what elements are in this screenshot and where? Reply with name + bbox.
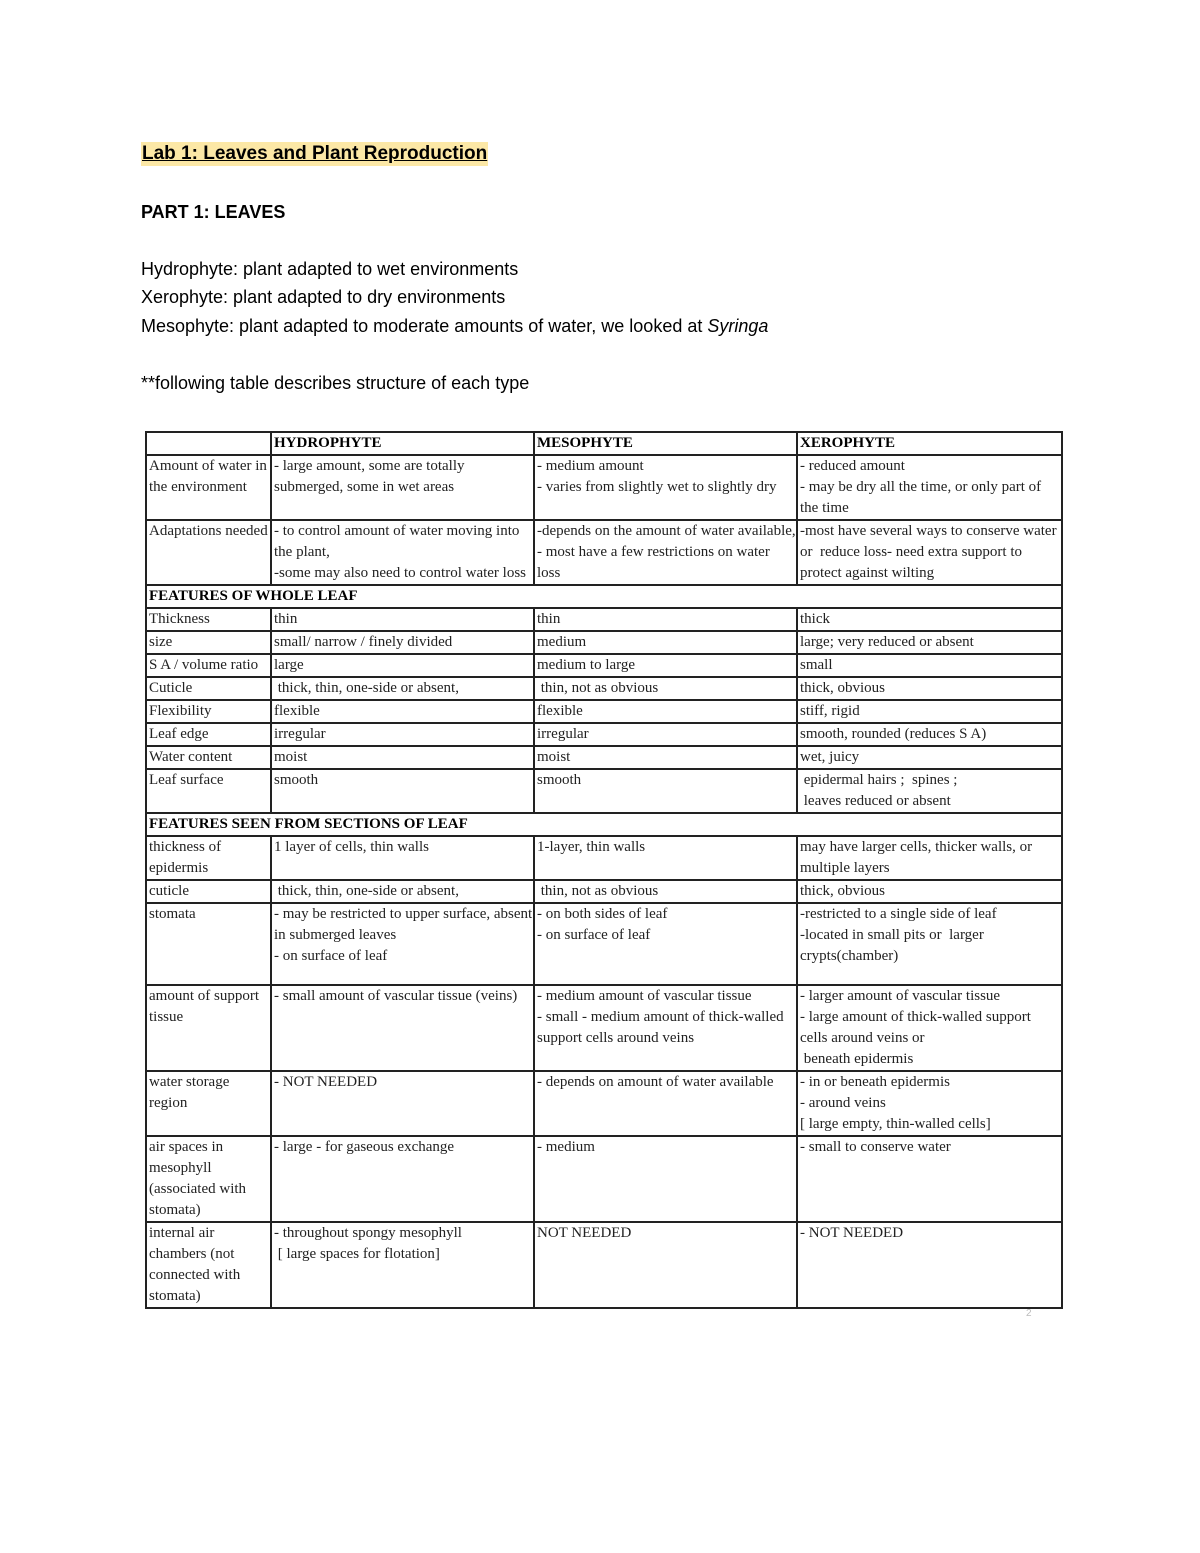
page-number: 2 bbox=[1026, 1308, 1032, 1319]
row-label: Water content bbox=[146, 746, 271, 769]
table-cell: - to control amount of water moving into the plant, -some may also need to control water loss bbox=[271, 520, 534, 585]
table-cell: 1 layer of cells, thin walls bbox=[271, 836, 534, 880]
column-header-hydrophyte: HYDROPHYTE bbox=[271, 432, 534, 455]
table-cell: - medium bbox=[534, 1136, 797, 1222]
row-label: cuticle bbox=[146, 880, 271, 903]
table-row bbox=[146, 520, 1062, 585]
table-cell: smooth, rounded (reduces S A) bbox=[797, 723, 1062, 746]
table-cell: irregular bbox=[271, 723, 534, 746]
row-label: Flexibility bbox=[146, 700, 271, 723]
part-heading: PART 1: LEAVES bbox=[141, 202, 286, 222]
row-label: size bbox=[146, 631, 271, 654]
table-cell: - medium amount - varies from slightly wet to slightly dry bbox=[534, 455, 797, 520]
section-heading: FEATURES SEEN FROM SECTIONS OF LEAF bbox=[146, 813, 1062, 836]
table-row bbox=[146, 836, 1062, 880]
table-row bbox=[146, 880, 1062, 903]
row-label: thickness of epidermis bbox=[146, 836, 271, 880]
table-cell: - on both sides of leaf - on surface of leaf bbox=[534, 903, 797, 985]
table-cell: -restricted to a single side of leaf -located in small pits or larger crypts(chamber) bbox=[797, 903, 1062, 985]
table-cell: smooth bbox=[271, 769, 534, 813]
row-label: Thickness bbox=[146, 608, 271, 631]
table-cell: thick, thin, one-side or absent, bbox=[271, 880, 534, 903]
table-cell: smooth bbox=[534, 769, 797, 813]
row-label: air spaces in mesophyll (associated with stomata) bbox=[146, 1136, 271, 1222]
row-label: Amount of water in the environment bbox=[146, 455, 271, 520]
section-row bbox=[146, 813, 1062, 836]
row-label: Leaf surface bbox=[146, 769, 271, 813]
table-cell: thin, not as obvious bbox=[534, 880, 797, 903]
row-label: Adaptations needed bbox=[146, 520, 271, 585]
definition-mesophyte bbox=[141, 314, 768, 338]
table-cell: - in or beneath epidermis - around veins [ large empty, thin-walled cells] bbox=[797, 1071, 1062, 1136]
table-note: **following table describes structure of each type bbox=[141, 373, 530, 393]
table-cell: flexible bbox=[271, 700, 534, 723]
table-cell: wet, juicy bbox=[797, 746, 1062, 769]
section-heading: FEATURES OF WHOLE LEAF bbox=[146, 585, 1062, 608]
table-cell: NOT NEEDED bbox=[534, 1222, 797, 1308]
table-cell: medium bbox=[534, 631, 797, 654]
table-row bbox=[146, 677, 1062, 700]
row-label: S A / volume ratio bbox=[146, 654, 271, 677]
table-cell: - depends on amount of water available bbox=[534, 1071, 797, 1136]
table-cell: medium to large bbox=[534, 654, 797, 677]
table-cell: thin bbox=[271, 608, 534, 631]
table-cell: - small amount of vascular tissue (veins) bbox=[271, 985, 534, 1071]
table-row bbox=[146, 769, 1062, 813]
table-row bbox=[146, 608, 1062, 631]
table-cell: - reduced amount - may be dry all the time, or only part of the time bbox=[797, 455, 1062, 520]
table-cell: - large - for gaseous exchange bbox=[271, 1136, 534, 1222]
definition-hydrophyte: Hydrophyte: plant adapted to wet environments bbox=[141, 259, 519, 279]
table-cell: may have larger cells, thicker walls, or multiple layers bbox=[797, 836, 1062, 880]
row-label: Leaf edge bbox=[146, 723, 271, 746]
table-row bbox=[146, 654, 1062, 677]
table-cell: 1-layer, thin walls bbox=[534, 836, 797, 880]
table-cell: - small to conserve water bbox=[797, 1136, 1062, 1222]
table-row bbox=[146, 455, 1062, 520]
page-title: Lab 1: Leaves and Plant Reproduction bbox=[142, 143, 488, 164]
table-row bbox=[146, 631, 1062, 654]
table-cell: - throughout spongy mesophyll [ large spaces for flotation] bbox=[271, 1222, 534, 1308]
table-cell: large; very reduced or absent bbox=[797, 631, 1062, 654]
row-label: stomata bbox=[146, 903, 271, 985]
table-cell: - NOT NEEDED bbox=[797, 1222, 1062, 1308]
table-header-row bbox=[146, 432, 1062, 455]
table-cell: flexible bbox=[534, 700, 797, 723]
table-row bbox=[146, 1071, 1062, 1136]
table-cell: epidermal hairs ; spines ; leaves reduced or absent bbox=[797, 769, 1062, 813]
table-cell: thick bbox=[797, 608, 1062, 631]
definition-xerophyte: Xerophyte: plant adapted to dry environments bbox=[141, 287, 506, 307]
header-corner bbox=[146, 432, 271, 455]
table-row bbox=[146, 1222, 1062, 1308]
row-label: Cuticle bbox=[146, 677, 271, 700]
column-header-mesophyte: MESOPHYTE bbox=[534, 432, 797, 455]
mesophyte-genus: Syringa bbox=[707, 316, 769, 336]
table-row bbox=[146, 723, 1062, 746]
row-label: amount of support tissue bbox=[146, 985, 271, 1071]
table-cell: - NOT NEEDED bbox=[271, 1071, 534, 1136]
table-cell: - may be restricted to upper surface, absent in submerged leaves - on surface of leaf bbox=[271, 903, 534, 985]
table-cell: small/ narrow / finely divided bbox=[271, 631, 534, 654]
table-cell: thick, obvious bbox=[797, 677, 1062, 700]
table-row bbox=[146, 1136, 1062, 1222]
table-row bbox=[146, 700, 1062, 723]
table-cell: - larger amount of vascular tissue - large amount of thick-walled support cells around veins or beneath epidermis bbox=[797, 985, 1062, 1071]
table-cell: -most have several ways to conserve water or reduce loss- need extra support to protect against wilting bbox=[797, 520, 1062, 585]
mesophyte-text: Mesophyte: plant adapted to moderate amounts of water, we looked at bbox=[141, 316, 708, 336]
table-row bbox=[146, 746, 1062, 769]
table-cell: thick, obvious bbox=[797, 880, 1062, 903]
section-row bbox=[146, 585, 1062, 608]
leaf-comparison-table bbox=[145, 431, 1063, 1309]
table-cell: large bbox=[271, 654, 534, 677]
table-cell: thin bbox=[534, 608, 797, 631]
table-cell: moist bbox=[271, 746, 534, 769]
table-row bbox=[146, 903, 1062, 985]
row-label: internal air chambers (not connected with stomata) bbox=[146, 1222, 271, 1308]
table-row bbox=[146, 985, 1062, 1071]
table-cell: - large amount, some are totally submerged, some in wet areas bbox=[271, 455, 534, 520]
column-header-xerophyte: XEROPHYTE bbox=[797, 432, 1062, 455]
table-cell: - medium amount of vascular tissue - small - medium amount of thick-walled support cells around veins bbox=[534, 985, 797, 1071]
table-cell: thick, thin, one-side or absent, bbox=[271, 677, 534, 700]
table-cell: irregular bbox=[534, 723, 797, 746]
table-cell: small bbox=[797, 654, 1062, 677]
table-cell: thin, not as obvious bbox=[534, 677, 797, 700]
row-label: water storage region bbox=[146, 1071, 271, 1136]
table-cell: stiff, rigid bbox=[797, 700, 1062, 723]
table-cell: moist bbox=[534, 746, 797, 769]
table-cell: -depends on the amount of water available, - most have a few restrictions on water loss bbox=[534, 520, 797, 585]
